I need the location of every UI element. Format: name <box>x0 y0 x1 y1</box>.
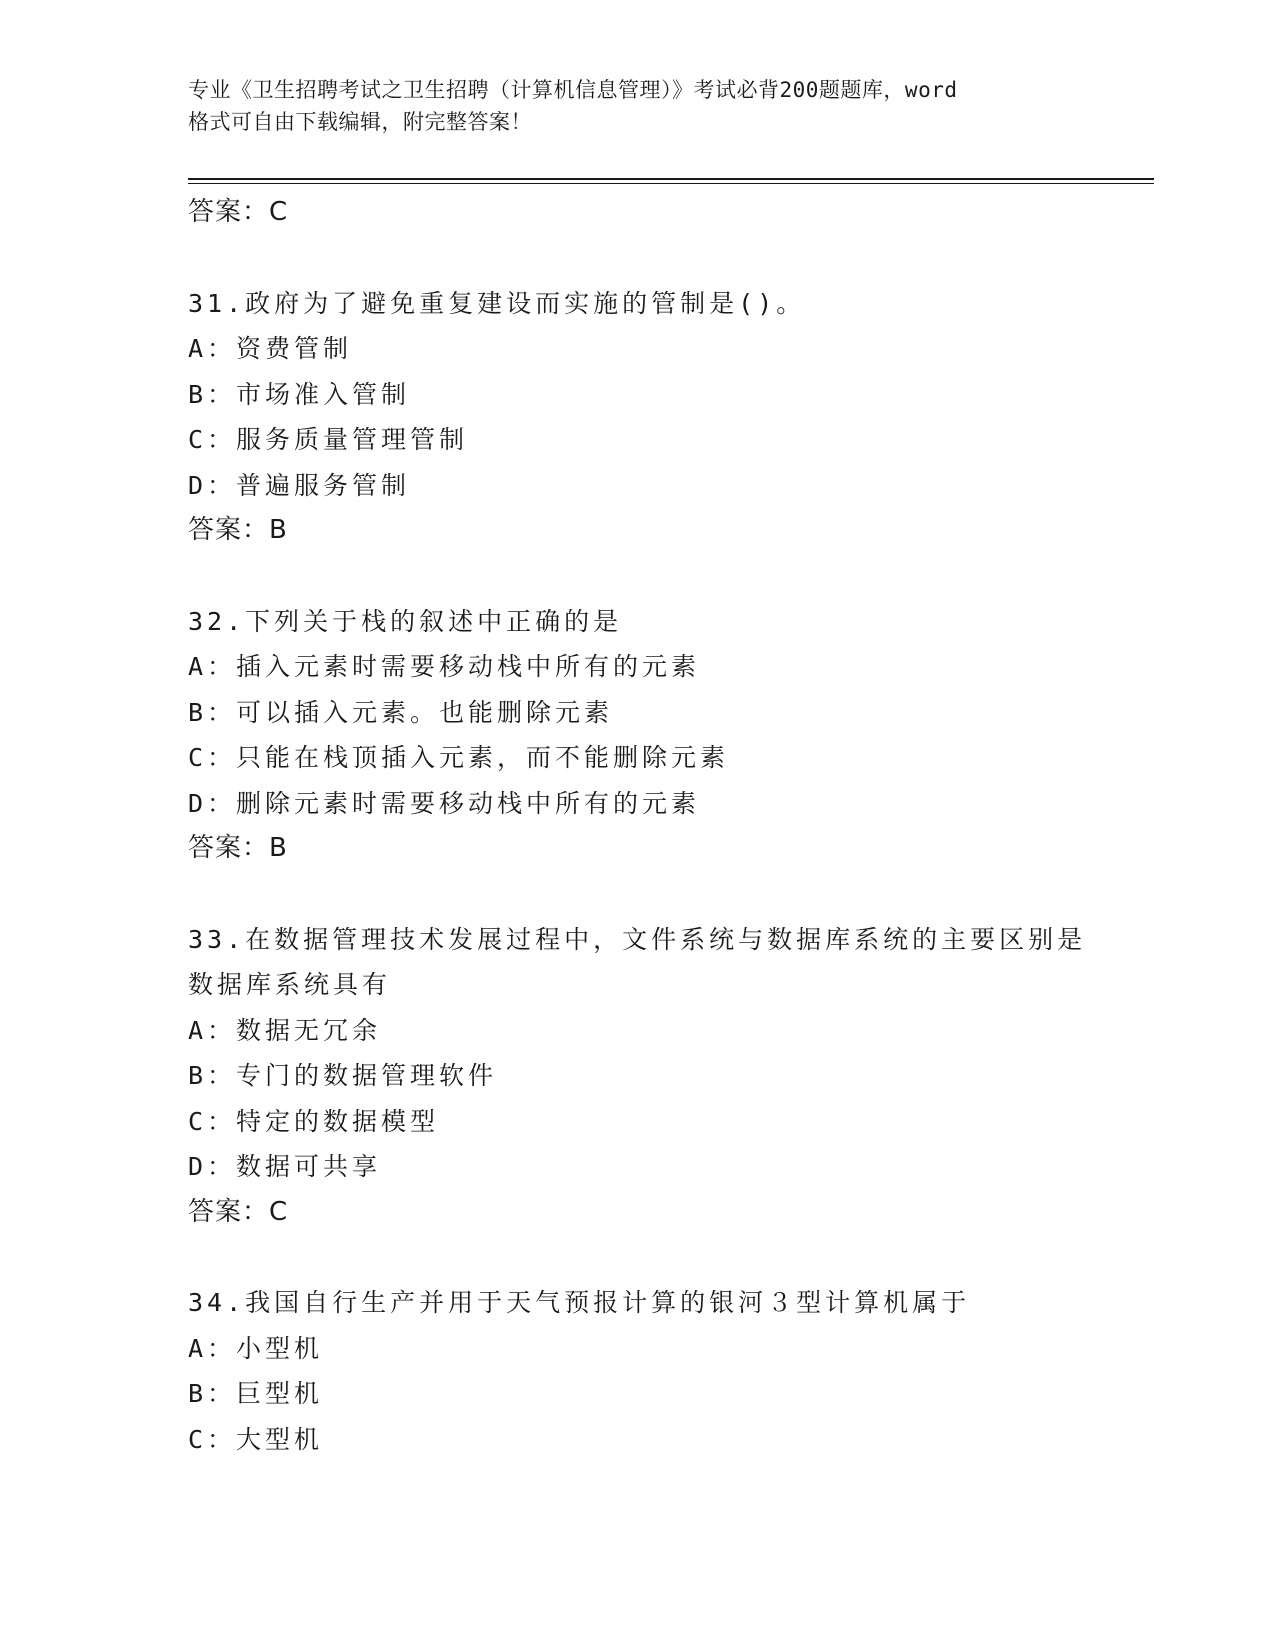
question-stem-continued: 数据库系统具有 <box>188 970 392 999</box>
header-line-2: 格式可自由下载编辑，附完整答案！ <box>188 110 532 134</box>
option-c: C：特定的数据模型 <box>188 1106 440 1136</box>
question-34 <box>188 1280 1118 1462</box>
option-a: A：资费管制 <box>188 334 353 363</box>
question-stem: 33.在数据管理技术发展过程中，文件系统与数据库系统的主要区别是 <box>188 924 1087 954</box>
question-stem: 31.政府为了避免重复建设而实施的管制是()。 <box>188 288 806 318</box>
document-header <box>188 74 1088 138</box>
option-b: B：市场准入管制 <box>188 379 411 409</box>
option-a: A：插入元素时需要移动栈中所有的元素 <box>188 652 701 681</box>
answer-line: 答案：B <box>188 515 288 545</box>
option-d: D：普遍服务管制 <box>188 470 411 500</box>
option-a: A：小型机 <box>188 1333 324 1363</box>
question-stem: 34.我国自行生产并用于天气预报计算的银河３型计算机属于 <box>188 1288 971 1317</box>
option-d: D：数据可共享 <box>188 1152 382 1181</box>
question-33 <box>188 917 1118 1236</box>
option-b: B：可以插入元素。也能删除元素 <box>188 697 614 727</box>
option-c: C：服务质量管理管制 <box>188 425 469 454</box>
question-32 <box>188 599 1118 872</box>
option-a: A：数据无冗余 <box>188 1015 382 1045</box>
option-b: B：巨型机 <box>188 1379 324 1408</box>
spacer <box>188 554 1118 599</box>
header-divider-thin <box>188 183 1154 184</box>
question-list <box>188 190 1118 1462</box>
spacer <box>188 1235 1118 1280</box>
question-stem: 32.下列关于栈的叙述中正确的是 <box>188 606 623 636</box>
option-c: C：大型机 <box>188 1424 324 1454</box>
spacer <box>188 236 1118 281</box>
option-d: D：删除元素时需要移动栈中所有的元素 <box>188 788 701 818</box>
answer-line: 答案：C <box>188 197 289 227</box>
spacer <box>188 872 1118 917</box>
option-c: C：只能在栈顶插入元素，而不能删除元素 <box>188 743 730 772</box>
answer-line: 答案：C <box>188 1196 289 1227</box>
header-divider-thick <box>188 178 1154 180</box>
answer-line: 答案：B <box>188 833 288 863</box>
option-b: B：专门的数据管理软件 <box>188 1061 498 1090</box>
question-31 <box>188 281 1118 554</box>
header-line-1: 专业《卫生招聘考试之卫生招聘（计算机信息管理）》考试必背200题题库，word <box>188 78 958 102</box>
